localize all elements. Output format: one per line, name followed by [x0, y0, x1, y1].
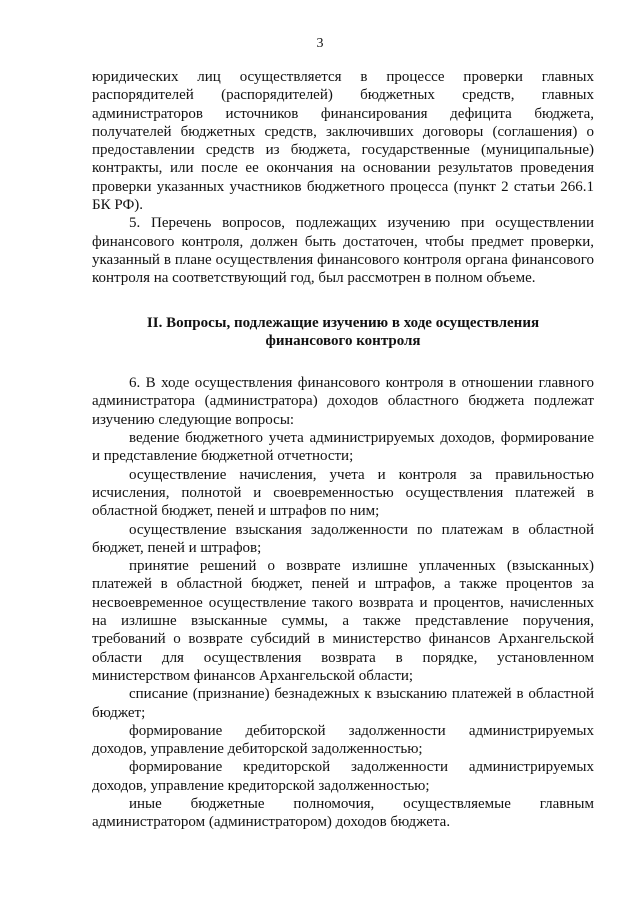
section-heading-line-2: финансового контроля: [265, 332, 421, 349]
paragraph-continuation: юридических лиц осуществляется в процессе проверки главных распорядителей (распорядителей) бюджетных средств, главных администраторов источников финансирования дефицита бюджета, получателей бюджетных средств, заключивших договоры (соглашения) о предоставлении средств из бюджета, государственные (муниципальные) контракты, или после ее окончания на основании результатов проведения проверки указанных участников бюджетного процесса (пункт 2 статьи 266.1 БК РФ).: [92, 69, 594, 214]
list-item: формирование дебиторской задолженности администрируемых доходов, управление дебиторской задолженностью;: [92, 722, 594, 758]
section-heading-line-1: II. Вопросы, подлежащие изучению в ходе осуществления: [146, 314, 540, 331]
paragraph-item-6: 6. В ходе осуществления финансового контроля в отношении главного администратора (администратора) доходов областного бюджета подлежат изучению следующие вопросы:: [92, 375, 594, 428]
paragraph-item-5: 5. Перечень вопросов, подлежащих изучению при осуществлении финансового контроля, должен быть достаточен, чтобы предмет проверки, указанный в плане осуществления финансового контроля органа финансового контроля на соответствующий год, был рассмотрен в полном объеме.: [92, 215, 594, 287]
list-item: осуществление начисления, учета и контроля за правильностью исчисления, полнотой и своевременностью осуществления платежей в областной бюджет, пеней и штрафов по ним;: [92, 466, 594, 520]
list-item: принятие решений о возврате излишне уплаченных (взысканных) платежей в областной бюджет, пеней и штрафов, а также процентов за несвоевременное осуществление такого возврата и процентов, начисленных на излишне взысканные суммы, а также представление поручения, требований о возврате субсидий в министерство финансов Архангельской области для осуществления возврата в порядке, установленном министерством финансов Архангельской области;: [92, 558, 594, 684]
section-heading: [92, 314, 594, 351]
list-item: списание (признание) безнадежных к взысканию платежей в областной бюджет;: [92, 686, 594, 721]
document-body: [92, 68, 594, 832]
list-item: ведение бюджетного учета администрируемых доходов, формирование и представление бюджетной отчетности;: [92, 430, 594, 465]
list-item: осуществление взыскания задолженности по платежам в областной бюджет, пеней и штрафов;: [92, 521, 594, 556]
page-number: 3: [316, 36, 324, 51]
list-item: формирование кредиторской задолженности администрируемых доходов, управление кредиторской задолженностью;: [92, 759, 594, 794]
list-item: иные бюджетные полномочия, осуществляемые главным администратором (администратором) доходов бюджета.: [92, 795, 594, 831]
